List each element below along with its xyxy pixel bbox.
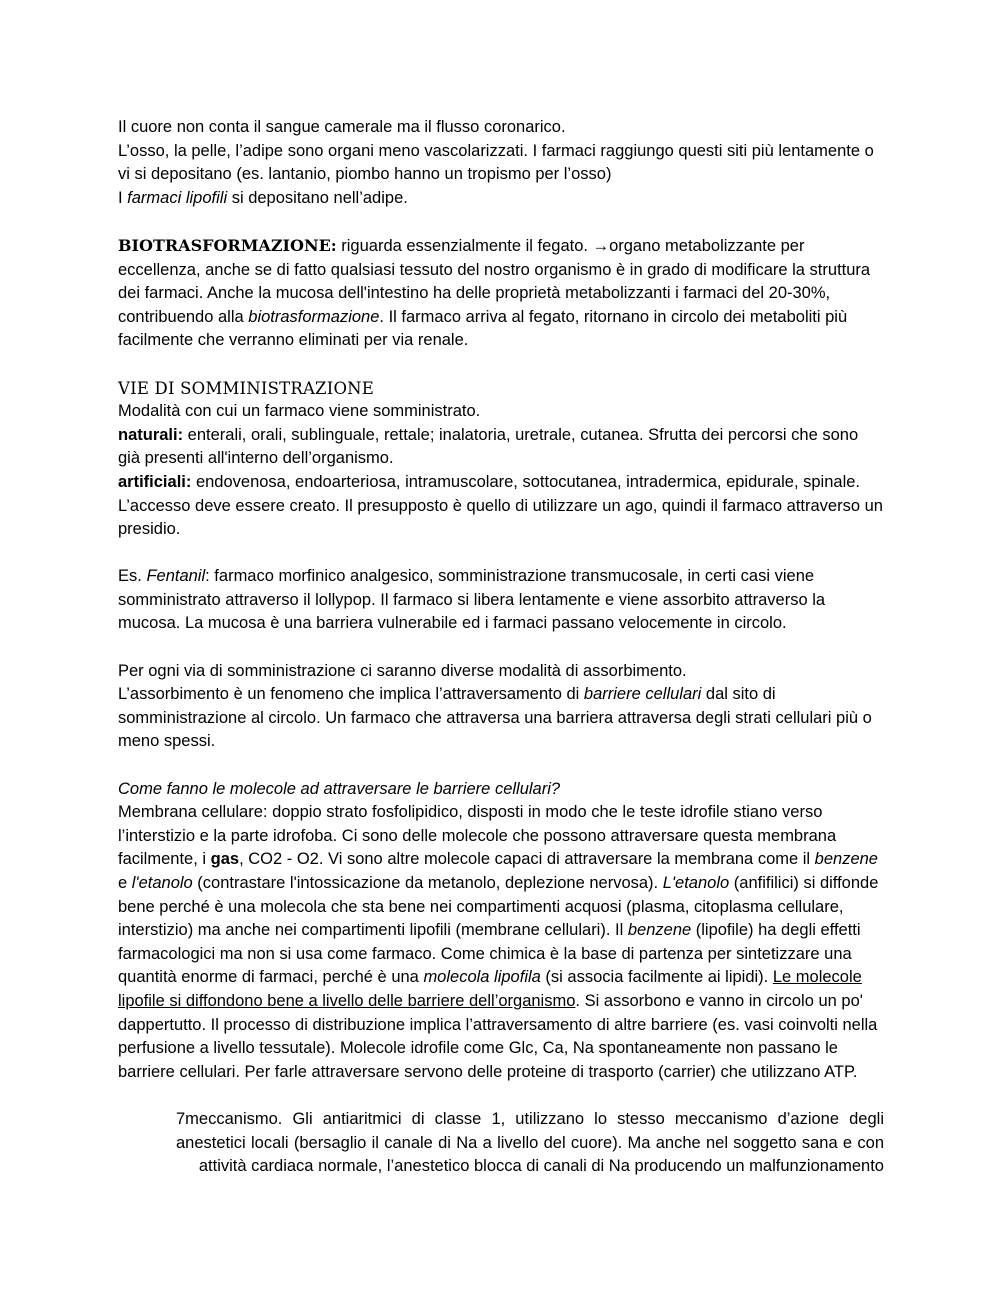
text-segment: (contrastare l'intossicazione da metanolo, deplezione nervosa). [192,874,663,892]
text-segment: (lipofile) ha degli effetti farmacologici ma non si usa come farmaco. Come chimica è la base di partenza per sintetizzare una quantità enorme di farmaci, perché è una [118,921,861,987]
emphasis-cell-barriers: barriere cellulari [583,685,702,704]
paragraph-lipophilic [118,187,884,211]
text-segment: I [118,188,128,207]
document-page [118,116,884,1179]
text-segment: endovenosa, endoarteriosa, intramuscolare, sottocutanea, intradermica, epidurale, spinale. L’accesso deve essere creato. Il presupposto è quello di utilizzare un ago, quindi il farmaco attraverso un presidio. [118,472,883,539]
paragraph-absorption [118,683,884,754]
paragraph-bone: L’osso, la pelle, l’adipe sono organi meno vascolarizzati. I farmaci raggiungo questi siti più lentamente o vi si depositano (es. lantanio, piombo hanno un tropismo per l’osso) [118,141,874,184]
text-segment: si depositano nell’adipe. [227,188,408,207]
text-segment: (anfifilici) si diffonde bene perché è una molecola che sta bene nei compartimenti acquosi (plasma, citoplasma cellulare, interstizio) ma anche nei compartimenti lipofili (membrane cellulari). Il [118,874,879,940]
text-segment: (si associa facilmente ai lipidi). [540,968,773,987]
emphasis-fentanil: Fentanil [146,567,206,586]
paragraph-membrane [118,801,884,1084]
paragraph-natural-routes [118,424,884,471]
emphasis-ethanol: L'etanolo [662,874,730,892]
text-segment: : farmaco morfinico analgesico, somministrazione transmucosale, in certi casi viene somministrato attraverso il lollypop. Il farmaco si libera lentamente e viene assorbito attraverso la mucosa. La mucosa è una barriera vulnerabile ed i farmaci passano velocemente in circolo. [118,567,826,633]
text-segment: . Il farmaco arriva al fegato, ritornano in circolo dei metaboliti più facilmente che verranno eliminati per via renale. [118,307,848,350]
paragraph-artificial-routes [118,471,884,542]
text-segment: L’assorbimento è un fenomeno che implica l’attraversamento di [118,685,584,704]
emphasis-lipophilic-molecule: molecola lipofila [423,968,541,987]
text-segment: , CO2 - O2. Vi sono altre molecole capaci di attraversare la membrana come il [239,850,815,869]
text-segment: dal sito di somministrazione al circolo. Un farmaco che attraversa una barriera attraversa degli strati cellulari più o meno spessi. [118,685,872,751]
arrow-icon: → [592,236,610,255]
paragraph-absorption-modes: Per ogni via di somministrazione ci saranno diverse modalità di assorbimento. [118,661,687,680]
question-text: Come fanno le molecole ad attraversare le barriere cellulari? [118,779,561,798]
bold-gas: gas [210,850,240,869]
emphasis-lipophilic-drugs: farmaci lipofili [127,188,228,207]
underlined-statement: Le molecole lipofile si diffondono bene a livello delle barriere dell’organismo [118,968,862,1010]
emphasis-benzene: benzene [814,850,878,869]
text-segment: . Si assorbono e vanno in circolo un po' dappertutto. Il processo di distribuzione implica l’attraversamento di altre barriere (es. vasi coinvolti nella perfusione a livello tessutale). Molecole idrofile come Glc, Ca, Na spontaneamente non passano le barriere cellulari. Per farle attraversare servono delle proteine di trasporto (carrier) che utilizzano ATP. [118,991,878,1081]
text-segment: Membrana cellulare: doppio strato fosfolipidico, disposti in modo che le teste idrofile stiano verso l’interstizio e la parte idrofoba. Ci sono delle molecole che possono attraversare questa membrana facilmente, i [118,803,837,869]
paragraph-biotransformation [118,234,884,353]
question-heading [118,778,884,802]
text-segment: Es. [118,567,147,586]
label-artificial: artificiali: [118,472,192,491]
emphasis-ethanol: l'etanolo [131,874,193,892]
paragraph-antiarrhythmics: 7meccanismo. Gli antiaritmici di classe 1, utilizzano lo stesso meccanismo d’azione degli anestetici locali (bersaglio il canale di Na a livello del cuore). Ma anche nel soggetto sana e con attività cardiaca normale, l’anestetico blocca di canali di Na producendo un malfunzionamento [176,1109,884,1176]
text-segment: riguarda essenzialmente il fegato. [336,236,593,255]
text-segment: e [118,874,132,892]
text-segment: enterali, orali, sublinguale, rettale; inalatoria, uretrale, cutanea. Sfrutta dei percorsi che sono già presenti all'interno dell’organismo. [118,425,859,468]
paragraph-heart: Il cuore non conta il sangue camerale ma il flusso coronarico. [118,118,566,136]
paragraph-fentanil [118,565,884,636]
section-heading-biotransformation: BIOTRASFORMAZIONE: [118,235,337,255]
text-segment: organo metabolizzante per eccellenza, anche se di fatto qualsiasi tessuto del nostro organismo è in grado di modificare la struttura dei farmaci. Anche la mucosa dell'intestino ha delle proprietà metabolizzanti i farmaci del 20-30%, contribuendo alla [118,236,871,326]
emphasis-biotransformation: biotrasformazione [248,307,380,326]
paragraph-routes-definition: Modalità con cui un farmaco viene somministrato. [118,402,481,421]
emphasis-benzene: benzene [627,921,692,940]
label-natural: naturali: [118,425,184,444]
section-heading-routes: VIE DI SOMMINISTRAZIONE [118,378,375,398]
